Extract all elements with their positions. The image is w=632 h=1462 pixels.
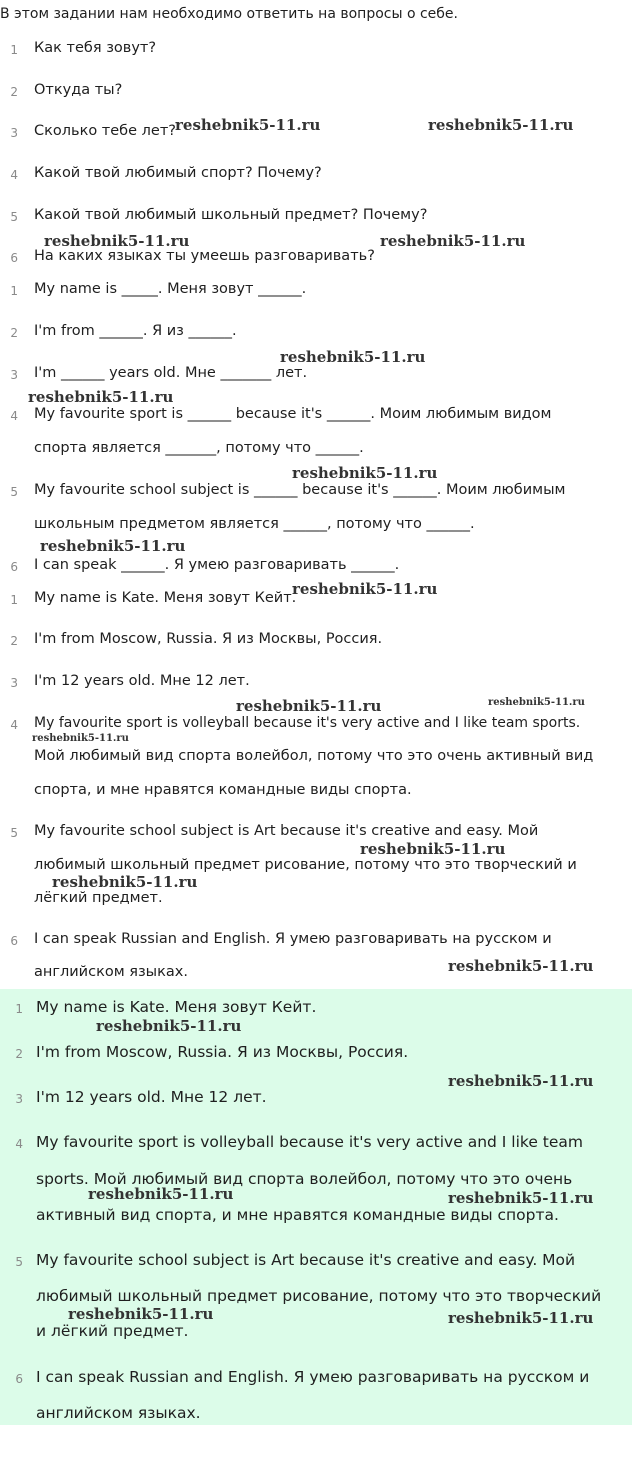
answer-line: My favourite school subject is Art because it's creative and easy. Мой	[36, 1251, 576, 1269]
watermark: reshebnik5-11.ru	[44, 232, 190, 250]
watermark: reshebnik5-11.ru	[448, 1309, 594, 1327]
watermark: reshebnik5-11.ru	[68, 1305, 214, 1323]
answer-line: лёгкий предмет.	[34, 890, 163, 906]
answer-line: My name is Kate. Меня зовут Кейт.	[36, 998, 317, 1016]
answer-line: I'm 12 years old. Мне 12 лет.	[36, 1088, 267, 1106]
item-number: 4	[10, 718, 18, 732]
watermark: reshebnik5-11.ru	[28, 388, 174, 406]
question-text: На каких языках ты умеешь разговаривать?	[34, 248, 375, 264]
item-number: 3	[15, 1092, 23, 1106]
answer-line: английском языках.	[34, 964, 188, 980]
answer-line: и лёгкий предмет.	[36, 1322, 189, 1340]
answer-line: любимый школьный предмет рисование, потому что это творческий	[36, 1287, 602, 1305]
watermark: reshebnik5-11.ru	[40, 537, 186, 555]
item-number: 1	[10, 593, 18, 607]
item-number: 1	[10, 43, 18, 57]
item-number: 5	[10, 826, 18, 840]
item-number: 6	[15, 1372, 23, 1386]
answer-line: My favourite sport is volleyball because it's very active and I like team sports.	[34, 715, 581, 731]
watermark: reshebnik5-11.ru	[360, 840, 506, 858]
item-number: 4	[10, 168, 18, 182]
answer-line: I'm from Moscow, Russia. Я из Москвы, Россия.	[36, 1043, 409, 1061]
answer-line: I can speak Russian and English. Я умею разговаривать на русском и	[34, 931, 552, 947]
watermark: reshebnik5-11.ru	[448, 1189, 594, 1207]
answer-line: My favourite sport is volleyball because it's very active and I like team	[36, 1133, 583, 1151]
watermark: reshebnik5-11.ru	[52, 873, 198, 891]
item-number: 6	[10, 560, 18, 574]
watermark: reshebnik5-11.ru	[488, 697, 585, 708]
template-line: My name is _____. Меня зовут ______.	[34, 281, 307, 297]
item-number: 4	[10, 409, 18, 423]
watermark: reshebnik5-11.ru	[32, 733, 129, 744]
item-number: 3	[10, 368, 18, 382]
item-number: 6	[10, 934, 18, 948]
item-number: 1	[10, 284, 18, 298]
question-text: Какой твой любимый школьный предмет? Почему?	[34, 207, 428, 223]
template-line: школьным предметом является ______, потому что ______.	[34, 516, 475, 532]
watermark: reshebnik5-11.ru	[96, 1017, 242, 1035]
item-number: 3	[10, 126, 18, 140]
item-number: 1	[15, 1002, 23, 1016]
answer-line: английском языках.	[36, 1404, 201, 1422]
watermark: reshebnik5-11.ru	[88, 1185, 234, 1203]
answer-line: My favourite school subject is Art because it's creative and easy. Мой	[34, 823, 539, 839]
template-line: I can speak ______. Я умею разговаривать ______.	[34, 557, 400, 573]
answer-line: I'm from Moscow, Russia. Я из Москвы, Россия.	[34, 631, 383, 647]
template-line: I'm from ______. Я из ______.	[34, 323, 237, 339]
watermark: reshebnik5-11.ru	[292, 464, 438, 482]
answer-line: любимый школьный предмет рисование, потому что это творческий и	[34, 857, 577, 873]
watermark: reshebnik5-11.ru	[380, 232, 526, 250]
answer-line: активный вид спорта, и мне нравятся командные виды спорта.	[36, 1206, 559, 1224]
item-number: 5	[15, 1255, 23, 1269]
item-number: 2	[10, 85, 18, 99]
item-number: 4	[15, 1137, 23, 1151]
watermark: reshebnik5-11.ru	[428, 116, 574, 134]
item-number: 5	[10, 485, 18, 499]
watermark: reshebnik5-11.ru	[280, 348, 426, 366]
answer-line: I can speak Russian and English. Я умею разговаривать на русском и	[36, 1368, 590, 1386]
question-text: Какой твой любимый спорт? Почему?	[34, 165, 322, 181]
item-number: 5	[10, 210, 18, 224]
item-number: 2	[15, 1047, 23, 1061]
watermark: reshebnik5-11.ru	[292, 580, 438, 598]
answer-line: sports. Мой любимый вид спорта волейбол, потому что это очень	[36, 1170, 573, 1188]
item-number: 2	[10, 326, 18, 340]
item-number: 6	[10, 251, 18, 265]
template-line: My favourite sport is ______ because it's ______. Моим любимым видом	[34, 406, 552, 422]
item-number: 2	[10, 634, 18, 648]
answer-line: спорта, и мне нравятся командные виды спорта.	[34, 782, 412, 798]
watermark: reshebnik5-11.ru	[448, 1072, 594, 1090]
answer-line: I'm 12 years old. Мне 12 лет.	[34, 673, 250, 689]
answer-line: Мой любимый вид спорта волейбол, потому что это очень активный вид	[34, 748, 594, 764]
watermark: reshebnik5-11.ru	[448, 957, 594, 975]
question-text: Откуда ты?	[34, 82, 123, 98]
question-text: Как тебя зовут?	[34, 40, 157, 56]
watermark: reshebnik5-11.ru	[236, 697, 382, 715]
template-line: спорта является _______, потому что ______.	[34, 440, 364, 456]
template-line: I'm ______ years old. Мне _______ лет.	[34, 365, 308, 381]
template-line: My favourite school subject is ______ because it's ______. Моим любимым	[34, 482, 566, 498]
intro-text: В этом задании нам необходимо ответить на вопросы о себе.	[0, 6, 458, 22]
watermark: reshebnik5-11.ru	[175, 116, 321, 134]
item-number: 3	[10, 676, 18, 690]
question-text: Сколько тебе лет?	[34, 123, 176, 139]
answer-line: My name is Kate. Меня зовут Кейт.	[34, 590, 297, 606]
